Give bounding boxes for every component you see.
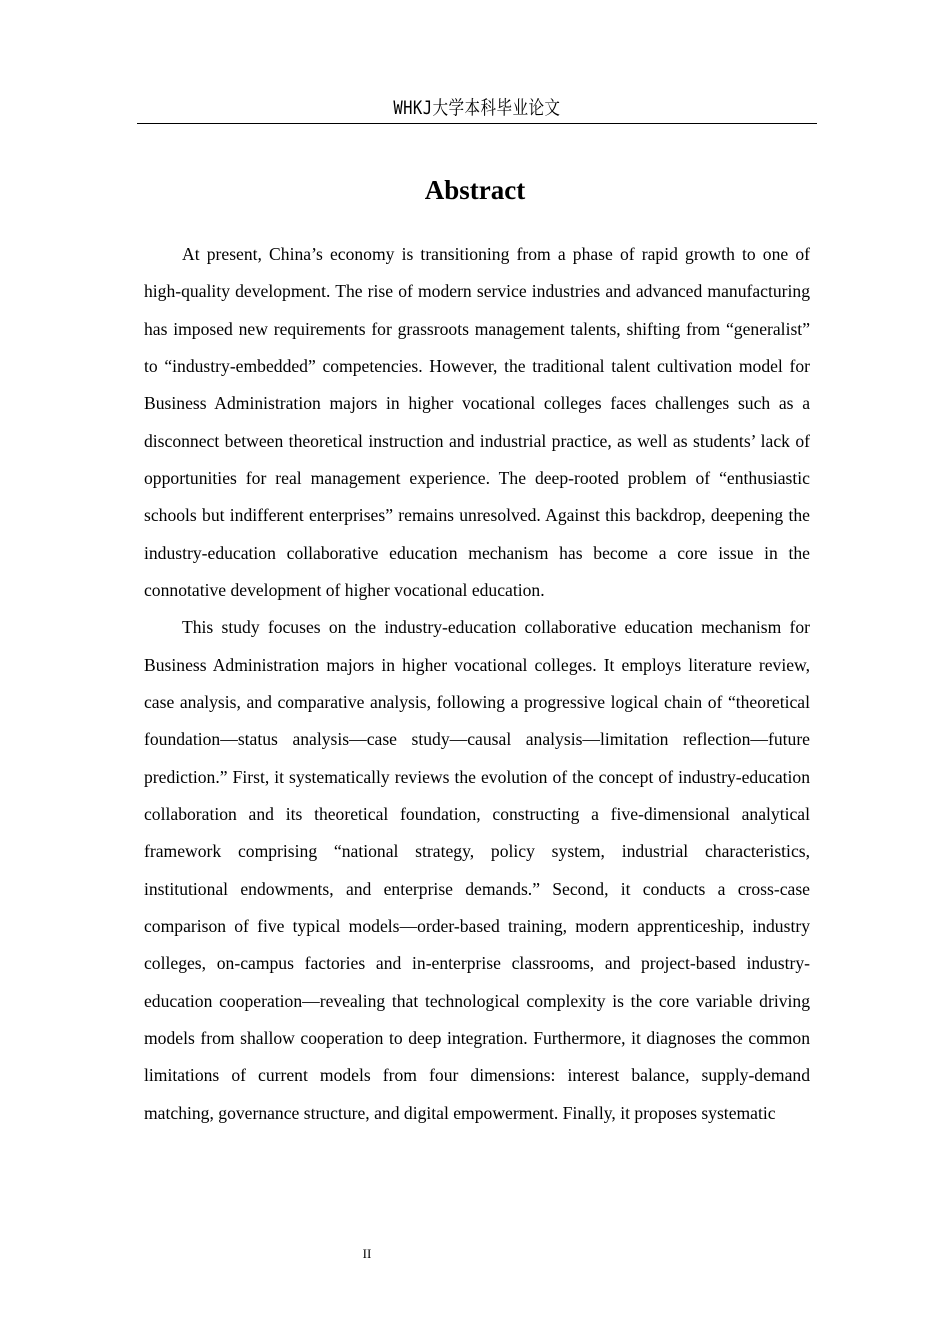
abstract-body [144, 236, 810, 1132]
header-title: WHKJ大学本科毕业论文 [393, 97, 561, 119]
abstract-paragraph-1: At present, China’s economy is transitioning from a phase of rapid growth to one of high-quality development. The rise of modern service industries and advanced manufacturing has imposed new requirements for grassroots management talents, shifting from “generalist” to “industry-embedded” competencies. However, the traditional talent cultivation model for Business Administration majors in higher vocational colleges faces challenges such as a disconnect between theoretical instruction and industrial practice, as well as students’ lack of opportunities for real management experience. The deep-rooted problem of “enthusiastic schools but indifferent enterprises” remains unresolved. Against this backdrop, deepening the industry-education collaborative education mechanism has become a core issue in the connotative development of higher vocational education. [144, 244, 810, 600]
abstract-title: Abstract [424, 175, 526, 205]
page-header [137, 94, 817, 124]
abstract-paragraph-2: This study focuses on the industry-education collaborative education mechanism for Business Administration majors in higher vocational colleges. It employs literature review, case analysis, and comparative analysis, following a progressive logical chain of “theoretical foundation—status analysis—case study—causal analysis—limitation reflection—future prediction.” First, it systematically reviews the evolution of the concept of industry-education collaboration and its theoretical foundation, constructing a five-dimensional analytical framework comprising “national strategy, policy system, industrial characteristics, institutional endowments, and enterprise demands.” Second, it conducts a cross-case comparison of five typical models—order-based training, modern apprenticeship, industry colleges, on-campus factories and in-enterprise classrooms, and project-based industry-education cooperation—revealing that technological complexity is the core variable driving models from shallow cooperation to deep integration. Furthermore, it diagnoses the common limitations of current models from four dimensions: interest balance, supply-demand matching, governance structure, and digital empowerment. Finally, it proposes systematic [144, 617, 810, 1123]
page-number: II [362, 1246, 372, 1261]
